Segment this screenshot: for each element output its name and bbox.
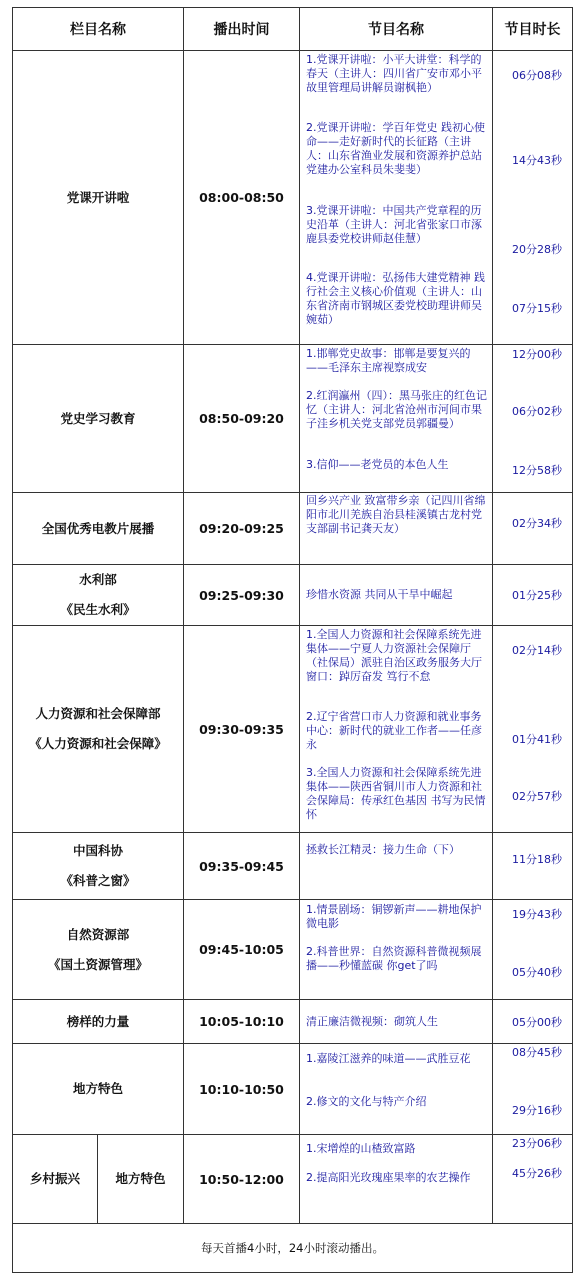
program-item: 2.科普世界：自然资源科普微视频展播——秒懂蓝碳 你get了吗 (306, 945, 482, 972)
program-cell (300, 493, 493, 565)
duration-cell (493, 345, 573, 493)
duration-cell (493, 1000, 573, 1044)
program-item: 1.邯郸党史故事：邯郸是要复兴的——毛泽东主席视察成安 (306, 347, 471, 374)
duration-item: 01分25秒 (512, 589, 562, 602)
duration-item: 05分40秒 (512, 966, 562, 979)
footer-row (13, 1224, 573, 1273)
column-name: 党史学习教育 (13, 345, 184, 493)
duration-item: 01分41秒 (512, 733, 562, 746)
duration-item: 14分43秒 (512, 154, 562, 167)
duration-item: 20分28秒 (512, 243, 562, 256)
table-row (13, 626, 573, 833)
table-row (13, 493, 573, 565)
column-name-line: 《人力资源和社会保障》 (29, 736, 167, 751)
table-row (13, 345, 573, 493)
program-item: 1.宋增煌的山楂致富路 (306, 1142, 416, 1155)
duration-cell (493, 900, 573, 1000)
program-item: 2.修文的文化与特产介绍 (306, 1095, 427, 1108)
duration-item: 19分43秒 (512, 908, 562, 921)
table-row (13, 900, 573, 1000)
column-name: 党课开讲啦 (13, 51, 184, 345)
column-name-line: 水利部 (79, 572, 117, 587)
air-time: 10:10-10:50 (184, 1044, 300, 1135)
table-row (13, 1000, 573, 1044)
duration-item: 02分57秒 (512, 790, 562, 803)
program-item: 4.党课开讲啦：弘扬伟大建党精神 践行社会主义核心价值观（主讲人：山东省济南市钢城区委党校助理讲师吴婉茹） (306, 271, 485, 326)
air-time: 09:30-09:35 (184, 626, 300, 833)
table-row (13, 51, 573, 345)
program-item: 回乡兴产业 致富带乡亲（记四川省绵阳市北川羌族自治县桂溪镇古龙村党支部副书记龚天友） (306, 494, 486, 535)
column-name (13, 565, 184, 626)
header-column-name: 栏目名称 (13, 8, 184, 51)
air-time: 08:50-09:20 (184, 345, 300, 493)
column-name-line: 人力资源和社会保障部 (35, 706, 161, 721)
program-item: 2.辽宁省营口市人力资源和就业事务中心：新时代的就业工作者——任彦永 (306, 710, 482, 751)
program-cell (300, 1000, 493, 1044)
program-item: 3.信仰——老党员的本色人生 (306, 458, 449, 471)
program-item: 3.党课开讲啦：中国共产党章程的历史沿革（主讲人：河北省张家口市涿鹿县委党校讲师赵佳慧） (306, 204, 482, 245)
duration-item: 08分45秒 (512, 1046, 562, 1059)
column-name: 榜样的力量 (13, 1000, 184, 1044)
column-name (13, 626, 184, 833)
schedule-table (12, 7, 573, 1273)
duration-cell (493, 565, 573, 626)
table-row (13, 1135, 573, 1224)
air-time: 08:00-08:50 (184, 51, 300, 345)
column-name-line: 《科普之窗》 (60, 873, 136, 888)
column-name: 全国优秀电教片展播 (13, 493, 184, 565)
column-name-secondary: 地方特色 (98, 1135, 184, 1224)
column-name: 地方特色 (13, 1044, 184, 1135)
column-name (13, 833, 184, 900)
program-item: 2.红润瀛州（四）：黑马张庄的红色记忆（主讲人：河北省沧州市河间市果子洼乡机关党支部党员郭疆曼） (306, 389, 487, 430)
program-item: 1.全国人力资源和社会保障系统先进集体——宁夏人力资源社会保障厅（社保局）派驻自治区政务服务大厅窗口：踔厉奋发 笃行不怠 (306, 628, 482, 683)
column-name-line: 中国科协 (72, 843, 123, 858)
program-item: 1.党课开讲啦：小平大讲堂：科学的春天（主讲人：四川省广安市邓小平故里管理局讲解员谢枫艳） (306, 53, 482, 94)
table-row (13, 1044, 573, 1135)
air-time: 09:20-09:25 (184, 493, 300, 565)
duration-item: 45分26秒 (512, 1167, 562, 1180)
duration-item: 12分58秒 (512, 464, 562, 477)
column-name-line: 《民生水利》 (60, 602, 136, 617)
duration-item: 02分14秒 (512, 644, 562, 657)
air-time: 09:25-09:30 (184, 565, 300, 626)
program-item: 2.提高阳光玫瑰座果率的农艺操作 (306, 1171, 471, 1184)
duration-cell (493, 1044, 573, 1135)
duration-item: 11分18秒 (512, 853, 562, 866)
table-row (13, 565, 573, 626)
header-program-name: 节目名称 (300, 8, 493, 51)
duration-item: 06分02秒 (512, 405, 562, 418)
program-cell (300, 51, 493, 345)
air-time: 10:05-10:10 (184, 1000, 300, 1044)
duration-cell (493, 493, 573, 565)
program-item: 2.党课开讲啦：学百年党史 践初心使命——走好新时代的长征路（主讲人：山东省渔业发展和资源养护总站党建办公室科员朱斐斐） (306, 121, 485, 176)
header-air-time: 播出时间 (184, 8, 300, 51)
program-item: 珍惜水资源 共同从干旱中崛起 (306, 588, 453, 601)
footer-note: 每天首播4小时，24小时滚动播出。 (13, 1224, 573, 1273)
program-cell (300, 833, 493, 900)
program-cell (300, 900, 493, 1000)
program-item: 3.全国人力资源和社会保障系统先进集体——陕西省铜川市人力资源和社会保障局：传承红色基因 书写为民情怀 (306, 766, 486, 821)
column-name (13, 900, 184, 1000)
program-cell (300, 1135, 493, 1224)
duration-item: 05分00秒 (512, 1015, 562, 1029)
duration-cell (493, 1135, 573, 1224)
air-time: 10:50-12:00 (184, 1135, 300, 1224)
program-cell (300, 626, 493, 833)
column-name-line: 《国土资源管理》 (47, 956, 148, 972)
program-cell (300, 345, 493, 493)
duration-cell (493, 51, 573, 345)
duration-item: 02分34秒 (512, 517, 562, 530)
air-time: 09:35-09:45 (184, 833, 300, 900)
duration-cell (493, 626, 573, 833)
table-row (13, 833, 573, 900)
program-cell (300, 1044, 493, 1135)
column-name-primary: 乡村振兴 (13, 1135, 98, 1224)
duration-cell (493, 833, 573, 900)
program-item: 1.嘉陵江滋养的味道——武胜豆花 (306, 1052, 471, 1065)
air-time: 09:45-10:05 (184, 900, 300, 1000)
duration-item: 12分00秒 (512, 348, 562, 361)
column-name-line: 自然资源部 (66, 926, 130, 942)
header-duration: 节目时长 (493, 8, 573, 51)
header-row (13, 8, 573, 51)
duration-item: 07分15秒 (512, 302, 562, 315)
duration-item: 06分08秒 (512, 69, 562, 82)
program-item: 1.情景剧场：铜锣新声——耕地保护微电影 (306, 903, 482, 930)
program-item: 拯救长江精灵：接力生命（下） (306, 843, 460, 856)
duration-item: 23分06秒 (512, 1137, 562, 1150)
program-item: 清正廉洁微视频：砌筑人生 (306, 1014, 438, 1028)
program-cell (300, 565, 493, 626)
duration-item: 29分16秒 (512, 1104, 562, 1117)
